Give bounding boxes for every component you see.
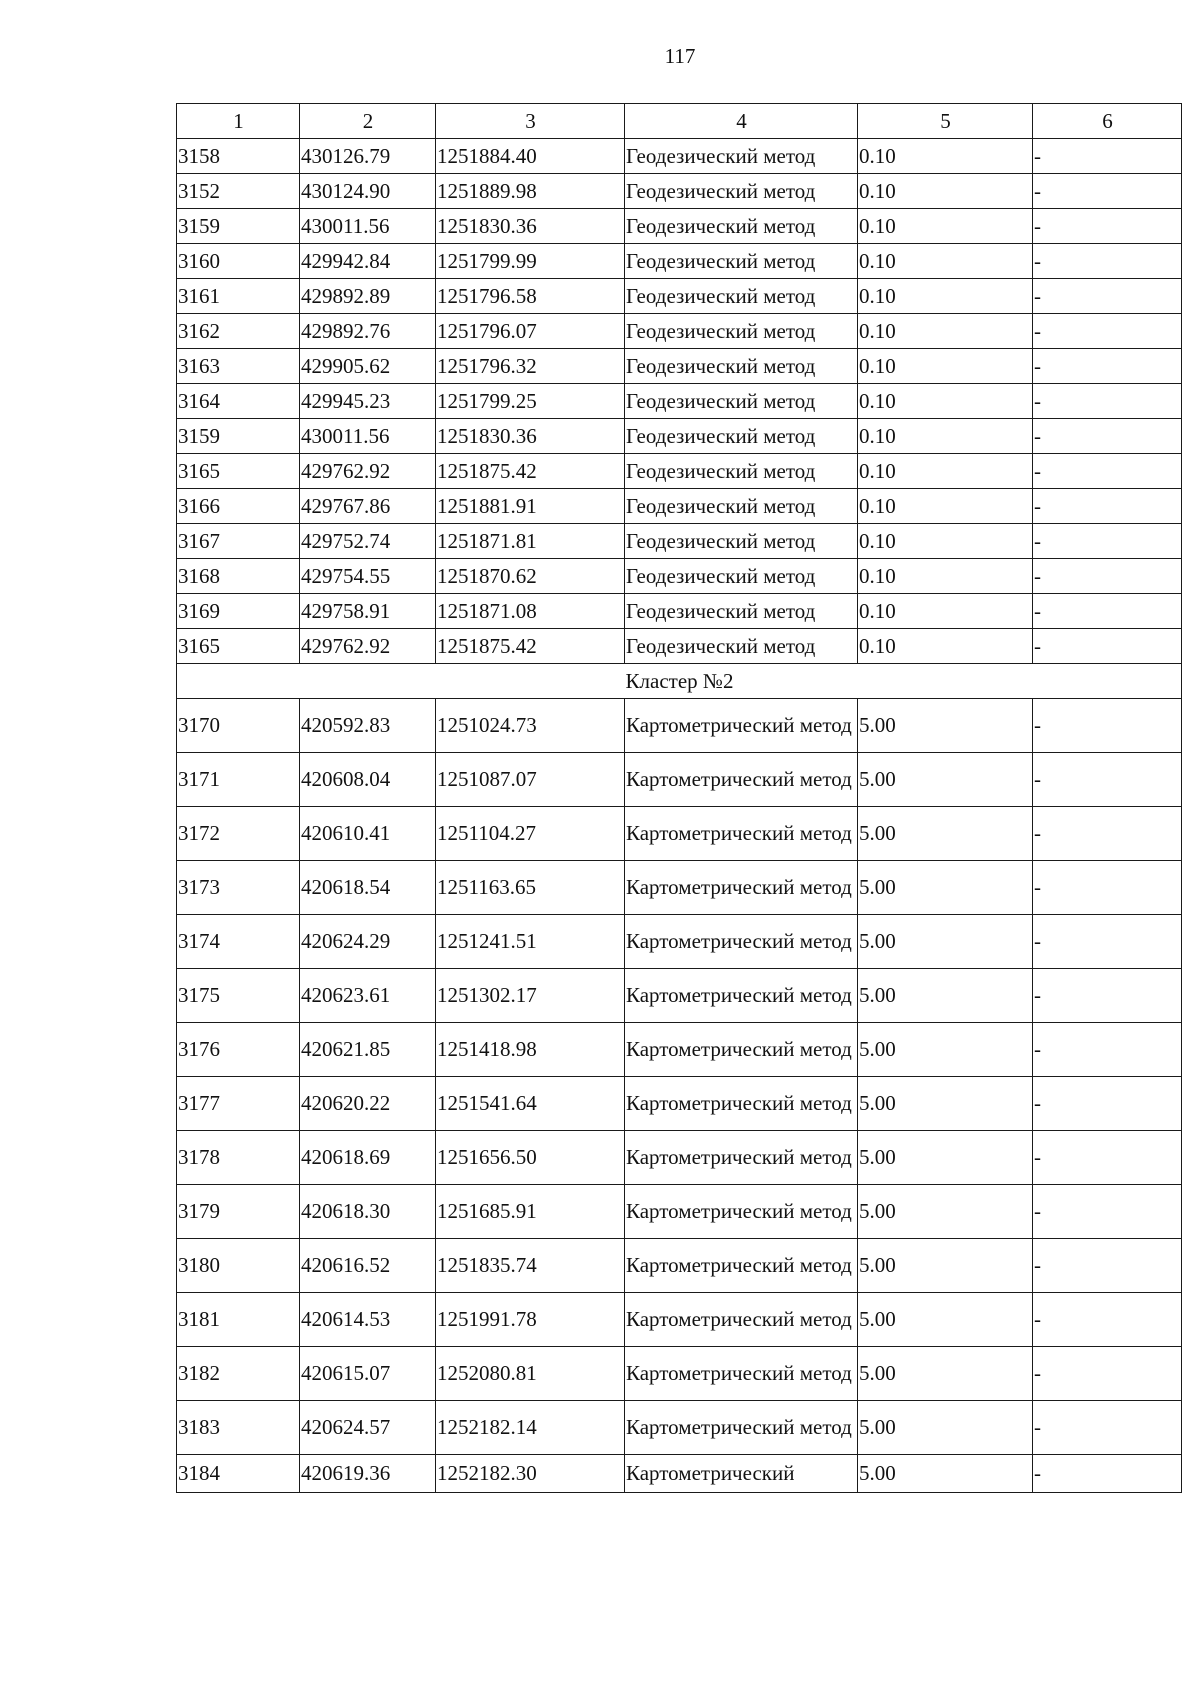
table-row: [177, 524, 1182, 559]
note-cell: -: [1033, 1131, 1182, 1185]
x-coordinate-cell: 420621.85: [300, 1023, 436, 1077]
table-row: [177, 1077, 1182, 1131]
y-coordinate-cell: 1251024.73: [436, 699, 625, 753]
note-cell: -: [1033, 1077, 1182, 1131]
accuracy-cell: 0.10: [858, 454, 1033, 489]
x-coordinate-cell: 429905.62: [300, 349, 436, 384]
point-number-cell: 3171: [177, 753, 300, 807]
method-cell: Картометрический метод: [625, 1347, 858, 1401]
note-cell: -: [1033, 244, 1182, 279]
note-cell: -: [1033, 753, 1182, 807]
table-row: [177, 349, 1182, 384]
method-cell: Геодезический метод: [625, 559, 858, 594]
y-coordinate-cell: 1251796.58: [436, 279, 625, 314]
method-cell: Геодезический метод: [625, 489, 858, 524]
point-number-cell: 3170: [177, 699, 300, 753]
method-cell: Картометрический метод: [625, 1293, 858, 1347]
y-coordinate-cell: 1251799.25: [436, 384, 625, 419]
table-row: [177, 314, 1182, 349]
x-coordinate-cell: 429752.74: [300, 524, 436, 559]
table-row: [177, 419, 1182, 454]
table-row: [177, 209, 1182, 244]
note-cell: -: [1033, 699, 1182, 753]
note-cell: -: [1033, 1185, 1182, 1239]
accuracy-cell: 0.10: [858, 139, 1033, 174]
method-cell: Геодезический метод: [625, 454, 858, 489]
accuracy-cell: 5.00: [858, 1347, 1033, 1401]
accuracy-cell: 5.00: [858, 753, 1033, 807]
point-number-cell: 3174: [177, 915, 300, 969]
y-coordinate-cell: 1251796.32: [436, 349, 625, 384]
accuracy-cell: 5.00: [858, 1401, 1033, 1455]
method-cell: Картометрический метод: [625, 1401, 858, 1455]
note-cell: -: [1033, 559, 1182, 594]
y-coordinate-cell: 1251302.17: [436, 969, 625, 1023]
header-cell: 2: [300, 104, 436, 139]
x-coordinate-cell: 430011.56: [300, 209, 436, 244]
point-number-cell: 3165: [177, 454, 300, 489]
method-cell: Геодезический метод: [625, 524, 858, 559]
note-cell: -: [1033, 524, 1182, 559]
y-coordinate-cell: 1251799.99: [436, 244, 625, 279]
point-number-cell: 3163: [177, 349, 300, 384]
x-coordinate-cell: 420615.07: [300, 1347, 436, 1401]
method-cell: Картометрический метод: [625, 1131, 858, 1185]
accuracy-cell: 5.00: [858, 1185, 1033, 1239]
point-number-cell: 3184: [177, 1455, 300, 1493]
table-row: [177, 629, 1182, 664]
method-cell: Геодезический метод: [625, 244, 858, 279]
method-cell: Геодезический метод: [625, 279, 858, 314]
y-coordinate-cell: 1252182.30: [436, 1455, 625, 1493]
table-row: [177, 1347, 1182, 1401]
accuracy-cell: 5.00: [858, 915, 1033, 969]
y-coordinate-cell: 1252080.81: [436, 1347, 625, 1401]
table-row: [177, 699, 1182, 753]
note-cell: -: [1033, 454, 1182, 489]
header-cell: 3: [436, 104, 625, 139]
y-coordinate-cell: 1251685.91: [436, 1185, 625, 1239]
accuracy-cell: 0.10: [858, 314, 1033, 349]
page-number: 117: [664, 44, 696, 68]
y-coordinate-cell: 1251884.40: [436, 139, 625, 174]
y-coordinate-cell: 1251875.42: [436, 454, 625, 489]
accuracy-cell: 0.10: [858, 524, 1033, 559]
table-header-row: [177, 104, 1182, 139]
table-row: [177, 559, 1182, 594]
table-row: [177, 861, 1182, 915]
note-cell: -: [1033, 279, 1182, 314]
table-row: [177, 174, 1182, 209]
accuracy-cell: 0.10: [858, 279, 1033, 314]
x-coordinate-cell: 429767.86: [300, 489, 436, 524]
table-row: [177, 1185, 1182, 1239]
method-cell: Картометрический: [625, 1455, 858, 1493]
header-cell: 5: [858, 104, 1033, 139]
y-coordinate-cell: 1251835.74: [436, 1239, 625, 1293]
x-coordinate-cell: 429758.91: [300, 594, 436, 629]
x-coordinate-cell: 420592.83: [300, 699, 436, 753]
y-coordinate-cell: 1251104.27: [436, 807, 625, 861]
point-number-cell: 3168: [177, 559, 300, 594]
point-number-cell: 3181: [177, 1293, 300, 1347]
method-cell: Геодезический метод: [625, 384, 858, 419]
table-row: [177, 1455, 1182, 1493]
accuracy-cell: 5.00: [858, 699, 1033, 753]
accuracy-cell: 0.10: [858, 629, 1033, 664]
point-number-cell: 3175: [177, 969, 300, 1023]
x-coordinate-cell: 429942.84: [300, 244, 436, 279]
table-row: [177, 1131, 1182, 1185]
x-coordinate-cell: 420618.30: [300, 1185, 436, 1239]
point-number-cell: 3177: [177, 1077, 300, 1131]
note-cell: -: [1033, 419, 1182, 454]
table-row: [177, 454, 1182, 489]
table-row: [177, 807, 1182, 861]
method-cell: Геодезический метод: [625, 209, 858, 244]
x-coordinate-cell: 430124.90: [300, 174, 436, 209]
table-row: [177, 753, 1182, 807]
x-coordinate-cell: 420618.54: [300, 861, 436, 915]
point-number-cell: 3161: [177, 279, 300, 314]
accuracy-cell: 0.10: [858, 489, 1033, 524]
point-number-cell: 3164: [177, 384, 300, 419]
method-cell: Картометрический метод: [625, 861, 858, 915]
accuracy-cell: 5.00: [858, 969, 1033, 1023]
table-row: [177, 1401, 1182, 1455]
x-coordinate-cell: 420619.36: [300, 1455, 436, 1493]
x-coordinate-cell: 420616.52: [300, 1239, 436, 1293]
point-number-cell: 3165: [177, 629, 300, 664]
table-row: [177, 1023, 1182, 1077]
x-coordinate-cell: 420623.61: [300, 969, 436, 1023]
y-coordinate-cell: 1251871.81: [436, 524, 625, 559]
note-cell: -: [1033, 174, 1182, 209]
x-coordinate-cell: 420620.22: [300, 1077, 436, 1131]
table-row: [177, 279, 1182, 314]
note-cell: -: [1033, 969, 1182, 1023]
accuracy-cell: 0.10: [858, 244, 1033, 279]
x-coordinate-cell: 420624.57: [300, 1401, 436, 1455]
x-coordinate-cell: 429892.89: [300, 279, 436, 314]
x-coordinate-cell: 429892.76: [300, 314, 436, 349]
note-cell: -: [1033, 314, 1182, 349]
method-cell: Картометрический метод: [625, 1185, 858, 1239]
table-row: [177, 915, 1182, 969]
point-number-cell: 3159: [177, 419, 300, 454]
note-cell: -: [1033, 915, 1182, 969]
accuracy-cell: 5.00: [858, 1293, 1033, 1347]
y-coordinate-cell: 1251870.62: [436, 559, 625, 594]
x-coordinate-cell: 420608.04: [300, 753, 436, 807]
method-cell: Геодезический метод: [625, 349, 858, 384]
x-coordinate-cell: 420624.29: [300, 915, 436, 969]
accuracy-cell: 0.10: [858, 384, 1033, 419]
x-coordinate-cell: 430126.79: [300, 139, 436, 174]
note-cell: -: [1033, 1401, 1182, 1455]
method-cell: Картометрический метод: [625, 753, 858, 807]
point-number-cell: 3159: [177, 209, 300, 244]
point-number-cell: 3167: [177, 524, 300, 559]
accuracy-cell: 0.10: [858, 559, 1033, 594]
note-cell: -: [1033, 349, 1182, 384]
table-row: [177, 139, 1182, 174]
x-coordinate-cell: 429754.55: [300, 559, 436, 594]
accuracy-cell: 0.10: [858, 174, 1033, 209]
cluster-row: [177, 664, 1182, 699]
note-cell: -: [1033, 1293, 1182, 1347]
header-cell: 6: [1033, 104, 1182, 139]
table-row: [177, 969, 1182, 1023]
method-cell: Геодезический метод: [625, 139, 858, 174]
accuracy-cell: 0.10: [858, 349, 1033, 384]
method-cell: Картометрический метод: [625, 699, 858, 753]
point-number-cell: 3152: [177, 174, 300, 209]
table-row: [177, 244, 1182, 279]
x-coordinate-cell: 429945.23: [300, 384, 436, 419]
y-coordinate-cell: 1251241.51: [436, 915, 625, 969]
y-coordinate-cell: 1251881.91: [436, 489, 625, 524]
x-coordinate-cell: 429762.92: [300, 454, 436, 489]
method-cell: Геодезический метод: [625, 419, 858, 454]
point-number-cell: 3158: [177, 139, 300, 174]
accuracy-cell: 5.00: [858, 1077, 1033, 1131]
y-coordinate-cell: 1251796.07: [436, 314, 625, 349]
method-cell: Геодезический метод: [625, 314, 858, 349]
note-cell: -: [1033, 594, 1182, 629]
table-row: [177, 1293, 1182, 1347]
method-cell: Геодезический метод: [625, 174, 858, 209]
method-cell: Картометрический метод: [625, 1239, 858, 1293]
x-coordinate-cell: 420610.41: [300, 807, 436, 861]
method-cell: Картометрический метод: [625, 969, 858, 1023]
point-number-cell: 3173: [177, 861, 300, 915]
note-cell: -: [1033, 1239, 1182, 1293]
method-cell: Картометрический метод: [625, 1077, 858, 1131]
y-coordinate-cell: 1251087.07: [436, 753, 625, 807]
point-number-cell: 3182: [177, 1347, 300, 1401]
point-number-cell: 3169: [177, 594, 300, 629]
method-cell: Геодезический метод: [625, 629, 858, 664]
note-cell: -: [1033, 1455, 1182, 1493]
y-coordinate-cell: 1251656.50: [436, 1131, 625, 1185]
header-cell: 1: [177, 104, 300, 139]
y-coordinate-cell: 1251418.98: [436, 1023, 625, 1077]
accuracy-cell: 0.10: [858, 419, 1033, 454]
y-coordinate-cell: 1251889.98: [436, 174, 625, 209]
accuracy-cell: 5.00: [858, 1131, 1033, 1185]
coordinates-table-body: [177, 104, 1182, 1493]
point-number-cell: 3160: [177, 244, 300, 279]
y-coordinate-cell: 1251163.65: [436, 861, 625, 915]
method-cell: Картометрический метод: [625, 915, 858, 969]
point-number-cell: 3178: [177, 1131, 300, 1185]
y-coordinate-cell: 1252182.14: [436, 1401, 625, 1455]
point-number-cell: 3183: [177, 1401, 300, 1455]
accuracy-cell: 5.00: [858, 1023, 1033, 1077]
point-number-cell: 3162: [177, 314, 300, 349]
x-coordinate-cell: 429762.92: [300, 629, 436, 664]
cluster-label: Кластер №2: [177, 664, 1182, 699]
method-cell: Картометрический метод: [625, 1023, 858, 1077]
note-cell: -: [1033, 1347, 1182, 1401]
y-coordinate-cell: 1251830.36: [436, 419, 625, 454]
point-number-cell: 3179: [177, 1185, 300, 1239]
table-row: [177, 384, 1182, 419]
point-number-cell: 3172: [177, 807, 300, 861]
note-cell: -: [1033, 629, 1182, 664]
point-number-cell: 3166: [177, 489, 300, 524]
note-cell: -: [1033, 489, 1182, 524]
method-cell: Геодезический метод: [625, 594, 858, 629]
header-cell: 4: [625, 104, 858, 139]
point-number-cell: 3176: [177, 1023, 300, 1077]
x-coordinate-cell: 420618.69: [300, 1131, 436, 1185]
accuracy-cell: 5.00: [858, 1239, 1033, 1293]
table-row: [177, 594, 1182, 629]
accuracy-cell: 0.10: [858, 209, 1033, 244]
y-coordinate-cell: 1251830.36: [436, 209, 625, 244]
method-cell: Картометрический метод: [625, 807, 858, 861]
accuracy-cell: 5.00: [858, 861, 1033, 915]
note-cell: -: [1033, 139, 1182, 174]
coordinates-table: [176, 103, 1182, 1493]
note-cell: -: [1033, 861, 1182, 915]
y-coordinate-cell: 1251991.78: [436, 1293, 625, 1347]
y-coordinate-cell: 1251541.64: [436, 1077, 625, 1131]
y-coordinate-cell: 1251875.42: [436, 629, 625, 664]
table-row: [177, 489, 1182, 524]
note-cell: -: [1033, 209, 1182, 244]
accuracy-cell: 5.00: [858, 1455, 1033, 1493]
note-cell: -: [1033, 1023, 1182, 1077]
x-coordinate-cell: 420614.53: [300, 1293, 436, 1347]
accuracy-cell: 0.10: [858, 594, 1033, 629]
note-cell: -: [1033, 384, 1182, 419]
x-coordinate-cell: 430011.56: [300, 419, 436, 454]
note-cell: -: [1033, 807, 1182, 861]
y-coordinate-cell: 1251871.08: [436, 594, 625, 629]
table-row: [177, 1239, 1182, 1293]
point-number-cell: 3180: [177, 1239, 300, 1293]
accuracy-cell: 5.00: [858, 807, 1033, 861]
